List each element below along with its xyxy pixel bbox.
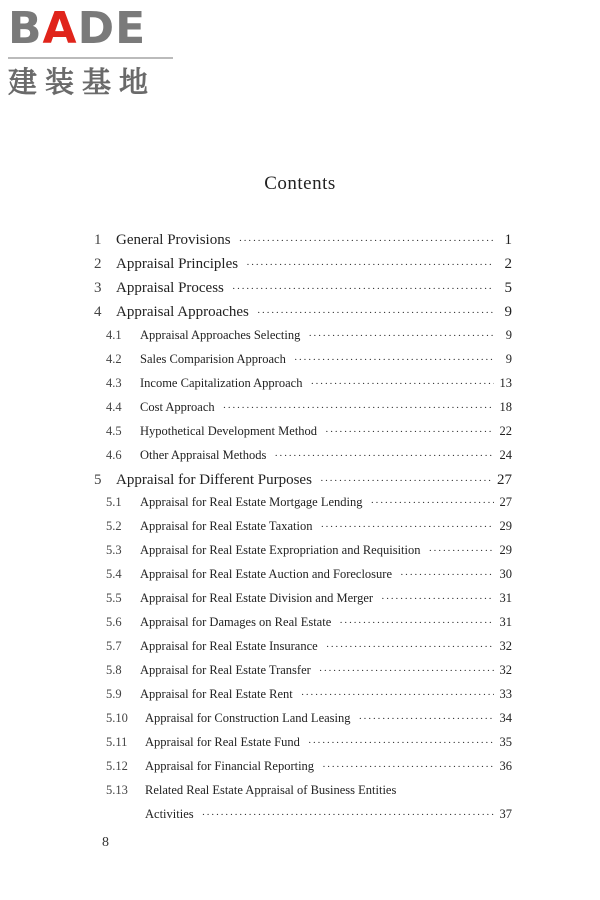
toc-entry-page: 35 xyxy=(499,734,512,749)
toc-entry-label: Appraisal for Real Estate Insurance xyxy=(140,639,318,654)
toc-entry-number: 4.5 xyxy=(106,423,122,438)
toc-leader-dots xyxy=(301,689,494,701)
toc-entry-number: 4.3 xyxy=(106,375,122,390)
toc-entry-label: Appraisal for Real Estate Taxation xyxy=(140,519,313,534)
toc-entry-label: Appraisal for Real Estate Mortgage Lending xyxy=(140,495,363,510)
toc-entry[interactable] xyxy=(106,328,512,343)
toc-entry-page: 5 xyxy=(504,279,512,296)
toc-leader-dots xyxy=(202,809,494,821)
logo-subtitle: 建装基地 xyxy=(8,65,157,99)
toc-entry-page: 33 xyxy=(499,687,512,702)
toc-entry-label: Cost Approach xyxy=(140,399,215,414)
toc-entry-page: 1 xyxy=(504,232,512,248)
toc-entry-label: Hypothetical Development Method xyxy=(140,423,318,438)
toc-leader-dots xyxy=(308,737,494,749)
toc-entry-number: 5.10 xyxy=(106,711,128,725)
toc-leader-dots xyxy=(381,593,493,605)
toc-entry-page: 31 xyxy=(499,591,512,606)
toc-entry-label: Appraisal for Financial Reporting xyxy=(145,758,315,773)
toc-leader-dots xyxy=(400,569,493,581)
toc-entry-number: 5.6 xyxy=(106,615,122,630)
toc-entry-page: 9 xyxy=(505,327,512,342)
toc-entry-page: 30 xyxy=(499,567,512,582)
toc-entry-page: 27 xyxy=(499,495,512,510)
toc-entry-page: 34 xyxy=(499,711,512,725)
toc-leader-dots xyxy=(359,713,494,725)
toc-entry-number: 5.11 xyxy=(106,734,128,749)
toc-entry-page: 27 xyxy=(497,471,512,488)
toc-leader-dots xyxy=(310,378,493,390)
toc-entry-page: 37 xyxy=(499,806,512,821)
toc-entry-number: 5.5 xyxy=(106,591,122,606)
toc-entry-label: Appraisal Approaches xyxy=(116,303,249,320)
toc-leader-dots xyxy=(223,402,494,414)
bade-logo xyxy=(8,3,178,99)
toc-entry[interactable] xyxy=(106,735,512,750)
toc-entry-label: Appraisal for Different Purposes xyxy=(116,471,312,488)
toc-entry[interactable] xyxy=(106,759,512,774)
toc-entry-page: 9 xyxy=(505,351,512,366)
toc-entry[interactable] xyxy=(106,400,512,415)
toc-leader-dots xyxy=(322,761,493,773)
page-number: 8 xyxy=(102,835,109,850)
toc-entry[interactable] xyxy=(94,232,512,249)
toc-leader-dots xyxy=(371,497,494,509)
toc-leader-dots xyxy=(246,259,494,271)
toc-entry[interactable] xyxy=(106,639,512,654)
toc-leader-dots xyxy=(274,450,493,462)
toc-leader-dots xyxy=(308,330,494,342)
toc-leader-dots xyxy=(294,354,494,366)
toc-entry-number: 4.6 xyxy=(106,447,122,462)
toc-entry-number: 5.13 xyxy=(106,782,128,797)
toc-entry-number: 5.4 xyxy=(106,567,122,582)
toc-entry-number: 5.3 xyxy=(106,543,122,558)
toc-entry-page: 9 xyxy=(504,303,512,320)
toc-entry-page: 2 xyxy=(504,255,512,272)
toc-entry-number: 3 xyxy=(94,279,102,296)
toc-entry-number: 5.8 xyxy=(106,663,122,678)
toc-entry-label: Appraisal for Real Estate Auction and Foreclosure xyxy=(140,567,393,582)
toc-leader-dots xyxy=(429,545,494,557)
toc-entry-label: Appraisal for Real Estate Transfer xyxy=(140,663,311,678)
toc-entry[interactable] xyxy=(106,352,512,367)
toc-entry-page: 22 xyxy=(499,423,512,438)
toc-entry-number: 4 xyxy=(94,303,102,320)
toc-entry-page: 29 xyxy=(499,519,512,534)
toc-entry-number: 4.1 xyxy=(106,327,122,342)
toc-entry[interactable] xyxy=(94,304,512,321)
toc-entry-label: Activities xyxy=(145,806,194,821)
toc-entry[interactable] xyxy=(106,495,512,510)
toc-entry-label: Appraisal Approaches Selecting xyxy=(140,327,301,342)
toc-leader-dots xyxy=(239,235,494,247)
toc-leader-dots xyxy=(339,617,493,629)
toc-entry-label: Appraisal for Damages on Real Estate xyxy=(140,615,332,630)
toc-entry[interactable] xyxy=(106,591,512,606)
toc-entry-label: General Provisions xyxy=(116,232,231,248)
toc-entry[interactable] xyxy=(106,711,512,726)
toc-entry[interactable] xyxy=(106,519,512,534)
toc-entry-number: 2 xyxy=(94,255,102,272)
toc-entry-number: 5.1 xyxy=(106,495,122,510)
toc-entry-label: Sales Comparision Approach xyxy=(140,351,286,366)
toc-entry-page: 32 xyxy=(499,663,512,678)
logo-divider xyxy=(8,57,173,59)
toc-entry-number: 5.2 xyxy=(106,519,122,534)
toc-entry-label: Other Appraisal Methods xyxy=(140,447,267,462)
toc-entry-label: Appraisal for Real Estate Fund xyxy=(145,734,300,749)
toc-entry-label: Appraisal for Real Estate Expropriation and Requisition xyxy=(140,543,421,558)
toc-entry-page: 18 xyxy=(499,399,512,414)
toc-entry[interactable] xyxy=(106,567,512,582)
toc-leader-dots xyxy=(326,641,494,653)
toc-entry-page: 32 xyxy=(499,639,512,654)
logo-wordmark: BADE xyxy=(8,3,147,54)
toc-entry-label: Appraisal Principles xyxy=(116,255,239,272)
toc-entry-label: Income Capitalization Approach xyxy=(140,375,303,390)
toc-entry[interactable] xyxy=(106,783,512,798)
toc-entry-number: 5.12 xyxy=(106,758,128,773)
toc-entry-label: Appraisal for Construction Land Leasing xyxy=(145,711,351,725)
toc-entry-label: Appraisal for Real Estate Rent xyxy=(140,687,293,702)
toc-entry-5-13-continuation xyxy=(145,807,512,822)
toc-entry-label: Related Real Estate Appraisal of Business Entities xyxy=(145,782,397,797)
toc-leader-dots xyxy=(257,307,494,319)
toc-entry-page: 13 xyxy=(499,375,512,390)
toc-entry-number: 5 xyxy=(94,471,102,488)
toc-entry-number: 5.9 xyxy=(106,687,122,702)
toc-leader-dots xyxy=(320,521,493,533)
toc-entry[interactable] xyxy=(94,280,512,297)
toc-entry[interactable] xyxy=(106,615,512,630)
toc-entry-number: 5.7 xyxy=(106,639,122,654)
toc-entry[interactable] xyxy=(106,663,512,678)
toc-entry-page: 29 xyxy=(499,543,512,558)
toc-leader-dots xyxy=(319,665,494,677)
toc-leader-dots xyxy=(320,475,491,487)
toc-entry-page: 36 xyxy=(499,758,512,773)
toc-entry[interactable] xyxy=(106,376,512,391)
toc-entry-page: 24 xyxy=(499,447,512,462)
toc-leader-dots xyxy=(325,426,493,438)
toc-entry[interactable] xyxy=(106,543,512,558)
toc-entry-label: Appraisal for Real Estate Division and Merger xyxy=(140,591,374,606)
toc-entry-page: 31 xyxy=(499,615,512,630)
toc-leader-dots xyxy=(232,283,494,295)
page-title: Contents xyxy=(264,173,336,194)
toc-entry-number: 4.2 xyxy=(106,351,122,366)
toc-entry-number: 4.4 xyxy=(106,399,122,414)
toc-entry-number: 1 xyxy=(94,232,102,248)
toc-entry[interactable] xyxy=(106,424,512,439)
toc-entry[interactable] xyxy=(94,472,512,489)
toc-entry-label: Appraisal Process xyxy=(116,279,224,296)
toc-entry[interactable] xyxy=(106,448,512,463)
toc-entry[interactable] xyxy=(106,687,512,702)
toc-entry[interactable] xyxy=(94,256,512,273)
